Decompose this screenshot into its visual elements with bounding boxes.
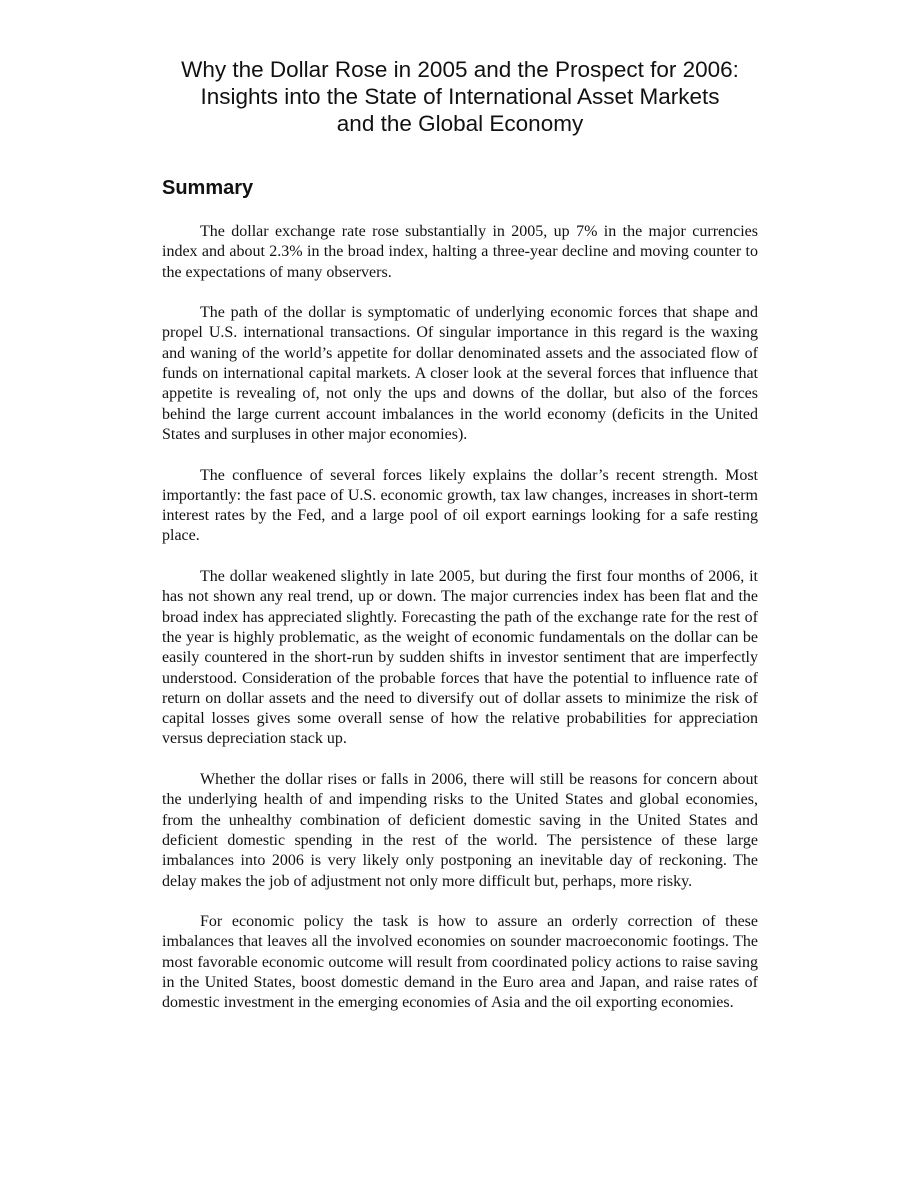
document-page (162, 56, 758, 1034)
paragraph-4: The dollar weakened slightly in late 2005, but during the first four months of 2006, it has not shown any real trend, up or down. The major currencies index has been flat and the broad index has appreciated slightly. Forecasting the path of the exchange rate for the rest of the year is highly problematic, as the weight of economic fundamentals on the dollar can be easily countered in the short-run by sudden shifts in investor sentiment that are imperfectly understood. Consideration of the probable forces that have the potential to influence rate of return on dollar assets and the need to diversify out of dollar assets to minimize the risk of capital losses gives some overall sense of how the relative probabilities for appreciation versus depreciation stack up. (162, 568, 758, 748)
paragraph-5: Whether the dollar rises or falls in 2006, there will still be reasons for concern about the underlying health of and impending risks to the United States and global economies, from the unhealthy combination of deficient domestic saving in the United States and deficient domestic spending in the rest of the world. The persistence of these large imbalances into 2006 is very likely only postponing an inevitable day of reckoning. The delay makes the job of adjustment not only more difficult but, perhaps, more risky. (162, 771, 758, 890)
document-title-line-3: and the Global Economy (336, 111, 584, 136)
section-heading-summary: Summary (162, 177, 254, 199)
document-title-line-1: Why the Dollar Rose in 2005 and the Prospect for 2006: (181, 57, 739, 82)
summary-body (162, 222, 758, 1014)
paragraph-6: For economic policy the task is how to assure an orderly correction of these imbalances that leaves all the involved economies on sounder macroeconomic footings. The most favorable economic outcome will result from coordinated policy actions to raise saving in the United States, boost domestic demand in the Euro area and Japan, and raise rates of domestic investment in the emerging economies of Asia and the oil exporting economies. (162, 913, 758, 1012)
paragraph-3: The confluence of several forces likely explains the dollar’s recent strength. Most importantly: the fast pace of U.S. economic growth, tax law changes, increases in short-term interest rates by the Fed, and a large pool of oil export earnings looking for a safe resting place. (162, 466, 758, 545)
document-title-line-2: Insights into the State of International Asset Markets (200, 84, 720, 109)
document-title (162, 56, 758, 137)
paragraph-1: The dollar exchange rate rose substantially in 2005, up 7% in the major currencies index and about 2.3% in the broad index, halting a three-year decline and moving counter to the expectations of many observers. (162, 223, 758, 281)
paragraph-2: The path of the dollar is symptomatic of underlying economic forces that shape and propel U.S. international transactions. Of singular importance in this regard is the waxing and waning of the world’s appetite for dollar denominated assets and the associated flow of funds on international capital markets. A closer look at the several forces that influence that appetite is revealing of, not only the ups and downs of the dollar, but also of the forces behind the large current account imbalances in the world economy (deficits in the United States and surpluses in other major economies). (162, 304, 758, 443)
